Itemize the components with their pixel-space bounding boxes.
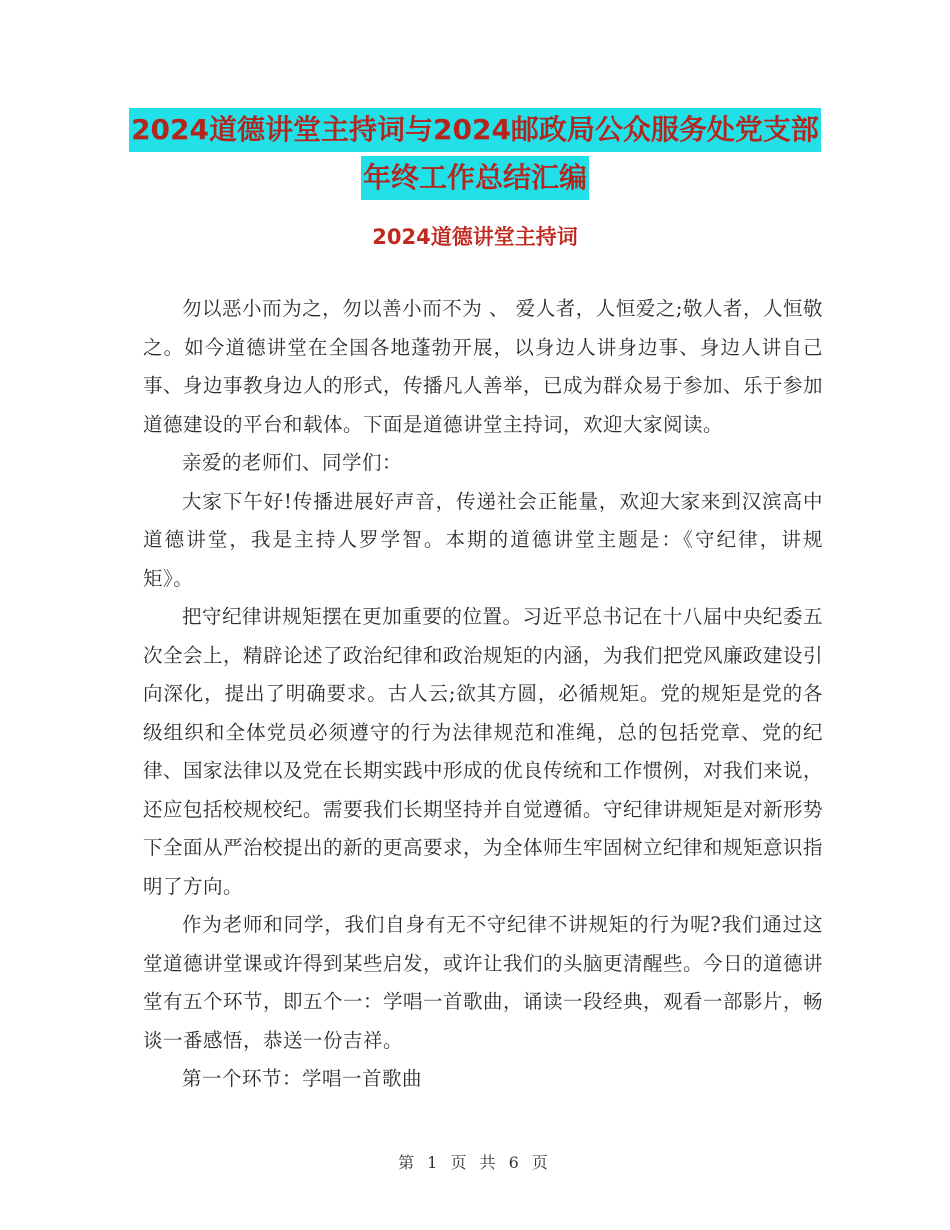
paragraph-welcome: 大家下午好!传播进展好声音，传递社会正能量，欢迎大家来到汉滨高中道德讲堂，我是主持人罗学智。本期的道德讲堂主题是：《守纪律，讲规矩》。 (143, 489, 823, 590)
section-title: 2024道德讲堂主持词 (372, 225, 578, 249)
page-footer: 第 1 页 共 6 页 (398, 1153, 552, 1172)
paragraph-greeting: 亲爱的老师们、同学们： (182, 451, 403, 474)
title-line-1: 2024道德讲堂主持词与2024邮政局公众服务处党支部 (129, 108, 821, 152)
document-body (143, 290, 823, 1099)
document-title (0, 108, 950, 204)
paragraph-intro: 勿以恶小而为之，勿以善小而不为 、 爱人者，人恒爱之;敬人者，人恒敬之。如今道德讲堂在全国各地蓬勃开展，以身边人讲身边事、身边人讲自己事、身边事教身边人的形式，传播凡人善举，已成为群众易于参加、乐于参加道德建设的平台和载体。下面是道德讲堂主持词，欢迎大家阅读。 (143, 297, 824, 436)
paragraph-rules: 把守纪律讲规矩摆在更加重要的位置。习近平总书记在十八届中央纪委五次全会上，精辟论述了政治纪律和政治规矩的内涵，为我们把党风廉政建设引向深化，提出了明确要求。古人云;欲其方圆，必循规矩。党的规矩是党的各级组织和全体党员必须遵守的行为法律规范和准绳，总的包括党章、党的纪律、国家法律以及党在长期实践中形成的优良传统和工作惯例，对我们来说，还应包括校规校纪。需要我们长期坚持并自觉遵循。守纪律讲规矩是对新形势下全面从严治校提出的新的更高要求，为全体师生牢固树立纪律和规矩意识指明了方向。 (143, 605, 824, 898)
paragraph-segments: 作为老师和同学，我们自身有无不守纪律不讲规矩的行为呢?我们通过这堂道德讲堂课或许得到某些启发，或许让我们的头脑更清醒些。今日的道德讲堂有五个环节，即五个一：学唱一首歌曲，诵读一段经典，观看一部影片，畅谈一番感悟，恭送一份吉祥。 (143, 913, 824, 1052)
paragraph-first-segment: 第一个环节：学唱一首歌曲 (182, 1067, 423, 1090)
title-line-2: 年终工作总结汇编 (361, 156, 589, 200)
